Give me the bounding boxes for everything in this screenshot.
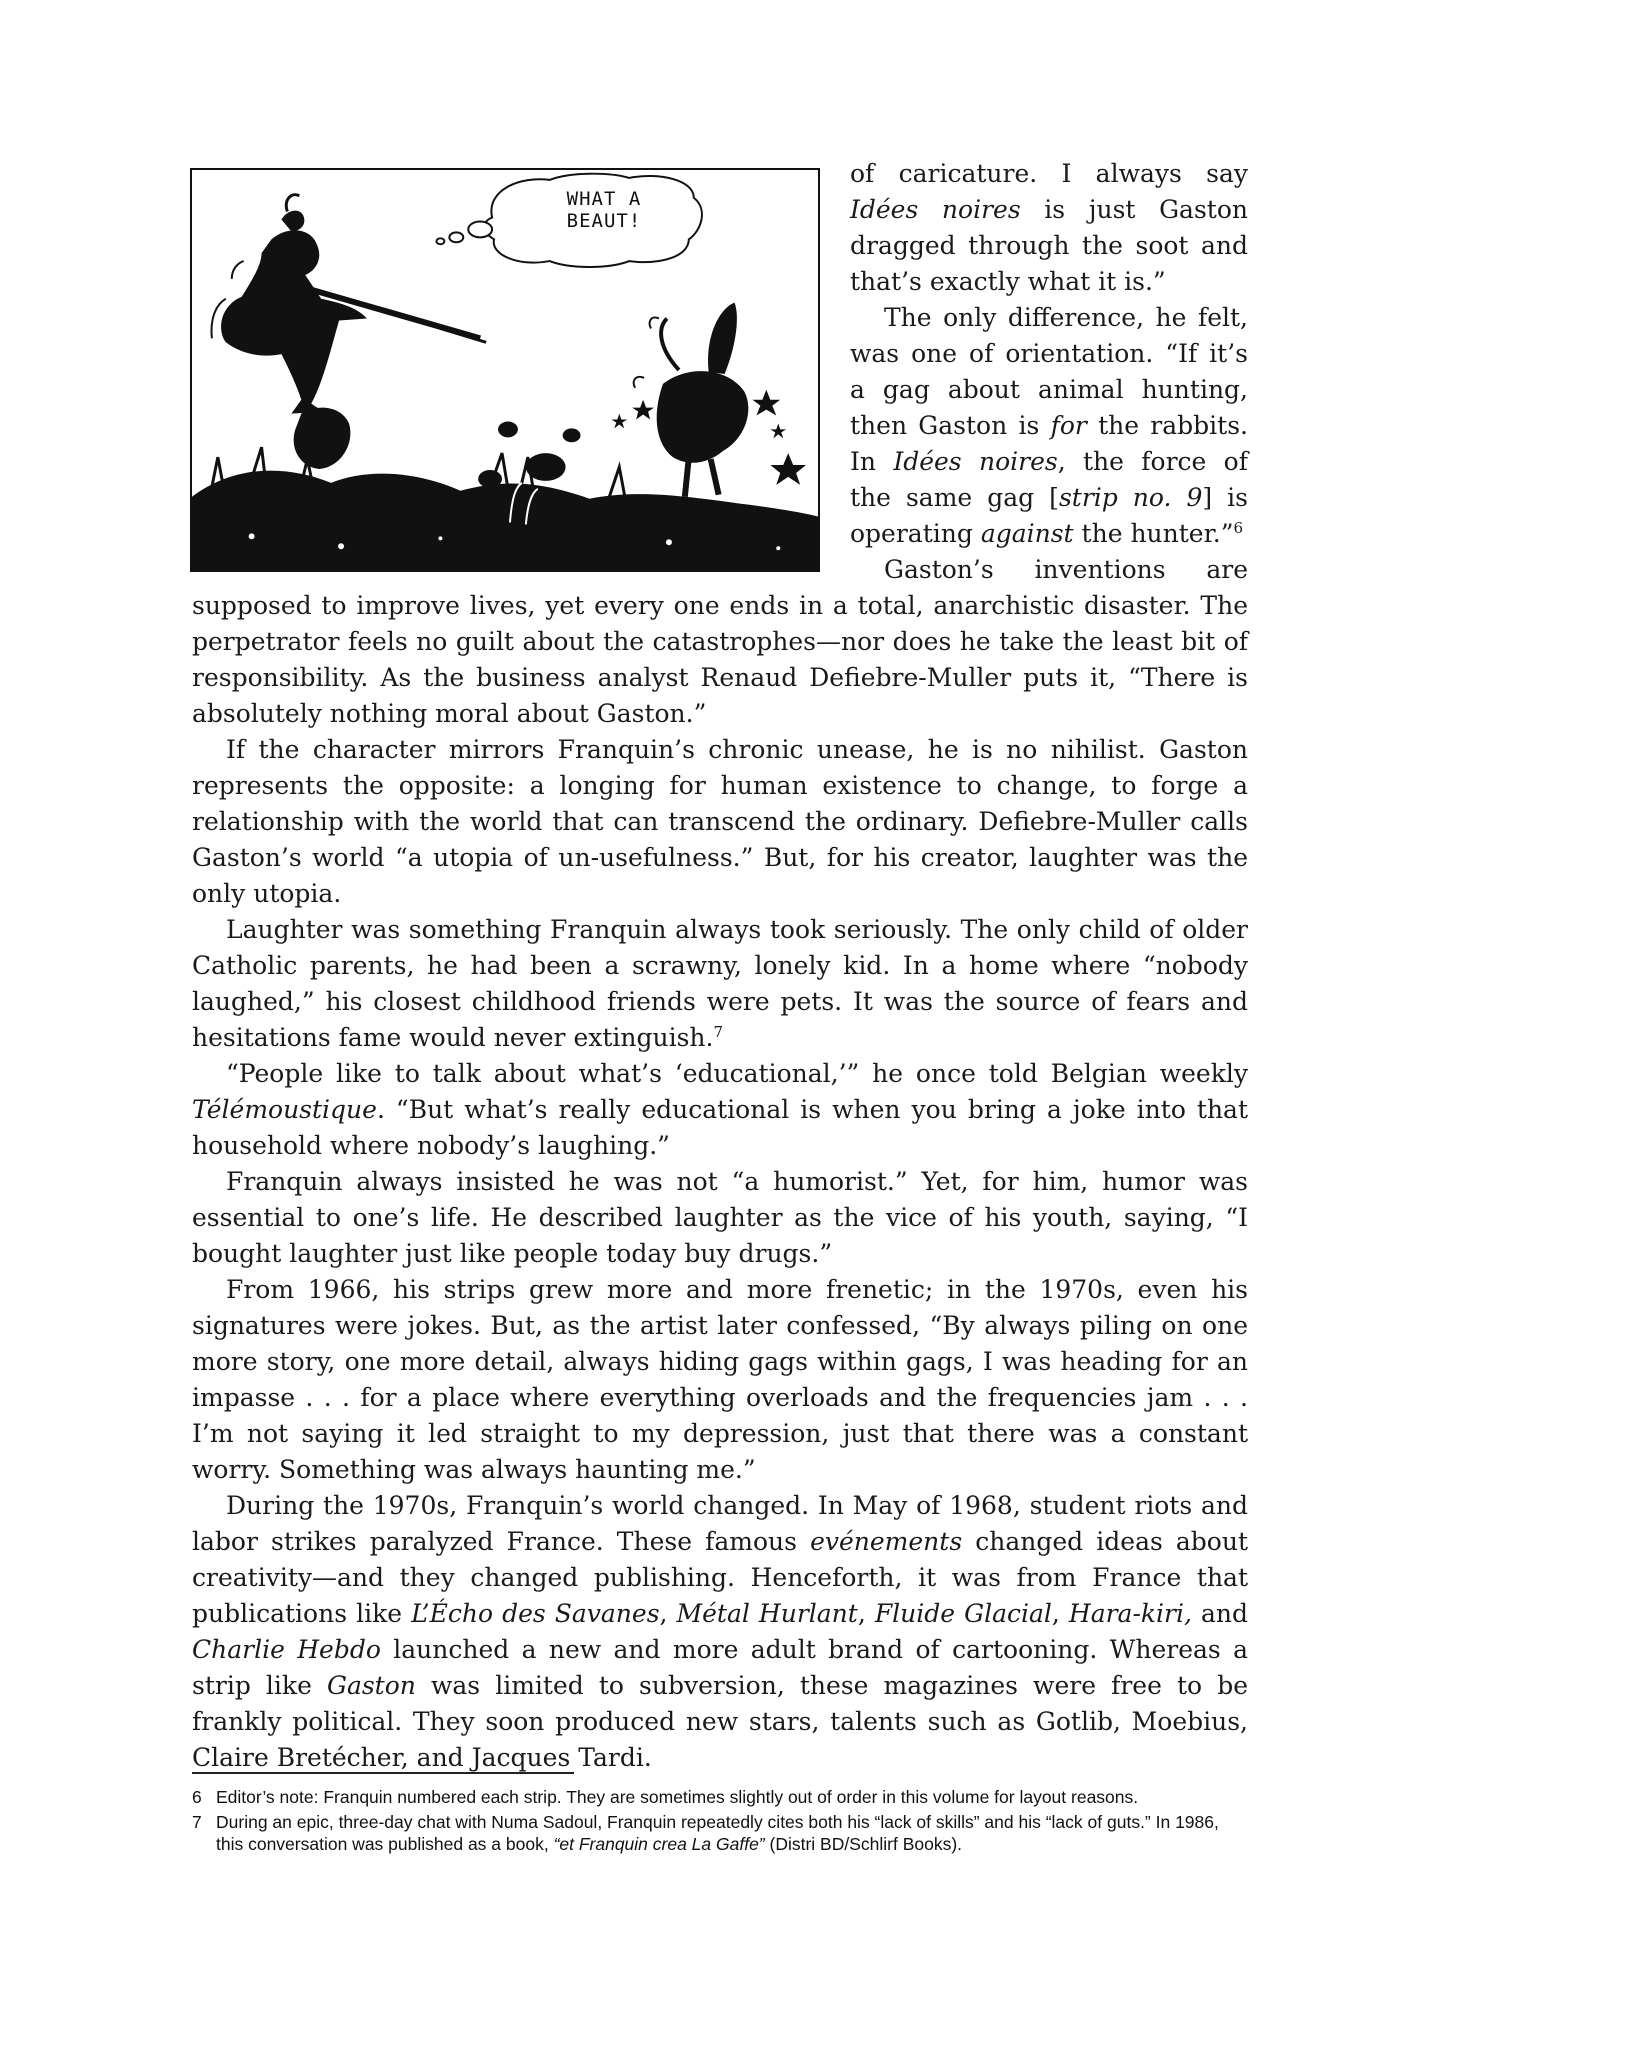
comic-drawing [192,170,818,570]
speech-balloon-text [544,188,664,232]
balloon-line-1: WHAT A [566,188,642,210]
balloon-line-2: BEAUT! [566,210,642,232]
italic-text: Hara-kiri, [1068,1599,1192,1628]
text-run: launched a new and more adult brand of cartooning. Whereas a strip like [192,1635,1248,1700]
text-run: , [857,1599,875,1628]
text-run: “People like to talk about what’s ‘educational,’” he once told Belgian weekly [226,1059,1248,1088]
text-run: , [659,1599,677,1628]
text-run: During the 1970s, Franquin’s world changed. In May of 1968, student riots and labor strikes paralyzed France. These famous [192,1491,1248,1556]
text-run: Gaston’s inventions are supposed to improve lives, yet every one ends in a total, anarchistic disaster. The perpetrator feels no guilt about the catastrophes—nor does he take the least bit of responsibility. As the business analyst Renaud Defiebre-Muller puts it, “There is absolutely nothing moral about Gaston.” [192,555,1248,728]
footnote-ref: 6 [1233,519,1244,537]
footnote-ref: 7 [713,1023,724,1041]
main-text [192,156,1248,1776]
text-run: Franquin always insisted he was not “a humorist.” Yet, for him, humor was essential to one’s life. He described laughter as the vice of his youth, saying, “I bought laughter just like people today buy drugs.” [192,1167,1248,1268]
footnote-number: 7 [192,1812,202,1832]
text-run: is just Gaston dragged through the soot and that’s exactly what it is.” [850,195,1248,296]
paragraph [192,1488,1248,1776]
text-run: The only difference, he felt, was one of orientation. “If it’s a gag about animal hunting, then Gaston is [850,303,1248,440]
text-run: was limited to subversion, these magazines were free to be frankly political. They soon produced new stars, talents such as Gotlib, Moebius, Claire Bretécher, and Jacques Tardi. [192,1671,1248,1772]
italic-text: Métal Hurlant [676,1599,858,1628]
text-run: , [1051,1599,1069,1628]
text-run: and [1191,1599,1248,1628]
italic-text: for [1050,411,1087,440]
italic-text: Idées noires [850,195,1021,224]
footnote [192,1811,1248,1855]
paragraph [192,912,1248,1056]
text-run: , the force of the same gag [ [850,447,1248,512]
text-run: the hunter.” [1073,519,1234,548]
text-run: the rabbits. In [850,411,1248,476]
paragraph [192,552,1248,732]
paragraph [192,732,1248,912]
italic-text: Télémoustique [192,1095,377,1124]
footnote-text [216,1787,1138,1807]
comic-panel-illustration [190,168,820,572]
footnote [192,1786,1248,1808]
footnote-text [216,1812,1219,1854]
italic-text: L’Écho des Savanes [411,1599,660,1628]
paragraph [192,1056,1248,1164]
text-run: If the character mirrors Franquin’s chronic unease, he is no nihilist. Gaston represents the opposite: a longing for human existence to change, to forge a relationship with the world that can transcend the ordinary. Defiebre-Muller calls Gaston’s world “a utopia of un-usefulness.” But, for his creator, laughter was the only utopia. [192,735,1248,908]
italic-text: against [980,519,1074,548]
text-run: Editor’s note: Franquin numbered each strip. They are sometimes slightly out of order in this volume for layout reasons. [216,1787,1139,1807]
text-run: From 1966, his strips grew more and more frenetic; in the 1970s, even his signatures were jokes. But, as the artist later confessed, “By always piling on one more story, one more detail, always hiding gags within gags, I was heading for an impasse . . . for a place where everything overloads and the frequencies jam . . . I’m not saying it led straight to my depression, just that there was a constant worry. Something was always haunting me.” [192,1275,1248,1484]
text-run: Laughter was something Franquin always took seriously. The only child of older Catholic parents, he had been a scrawny, lonely kid. In a home where “nobody laughed,” his closest childhood friends were pets. It was the source of fears and hesitations fame would never extinguish. [192,915,1248,1052]
text-run: of caricature. I always say [850,159,1248,188]
paragraph [192,1272,1248,1488]
footnotes [192,1786,1248,1858]
italic-text: Fluide Glacial [874,1599,1052,1628]
italic-text: “et Franquin crea La Gaffe” [553,1834,765,1854]
italic-text: Idées noires [893,447,1058,476]
footnote-rule [192,1772,574,1774]
text-run: changed ideas about creativity—and they changed publishing. Henceforth, it was from France that publications like [192,1527,1249,1628]
text-run: ] is operating [850,483,1248,548]
italic-text: Charlie Hebdo [192,1635,381,1664]
text-run: (Distri BD/Schlirf Books). [764,1834,963,1854]
italic-text: evénements [810,1527,963,1556]
paragraph [192,1164,1248,1272]
italic-text: strip no. 9 [1058,483,1203,512]
italic-text: Gaston [326,1671,416,1700]
text-run: . “But what’s really educational is when you bring a joke into that household where nobody’s laughing.” [192,1095,1248,1160]
footnote-number: 6 [192,1787,202,1807]
text-run: During an epic, three-day chat with Numa Sadoul, Franquin repeatedly cites both his “lack of skills” and his “lack of guts.” In 1986, this conversation was published as a book, [216,1812,1219,1854]
